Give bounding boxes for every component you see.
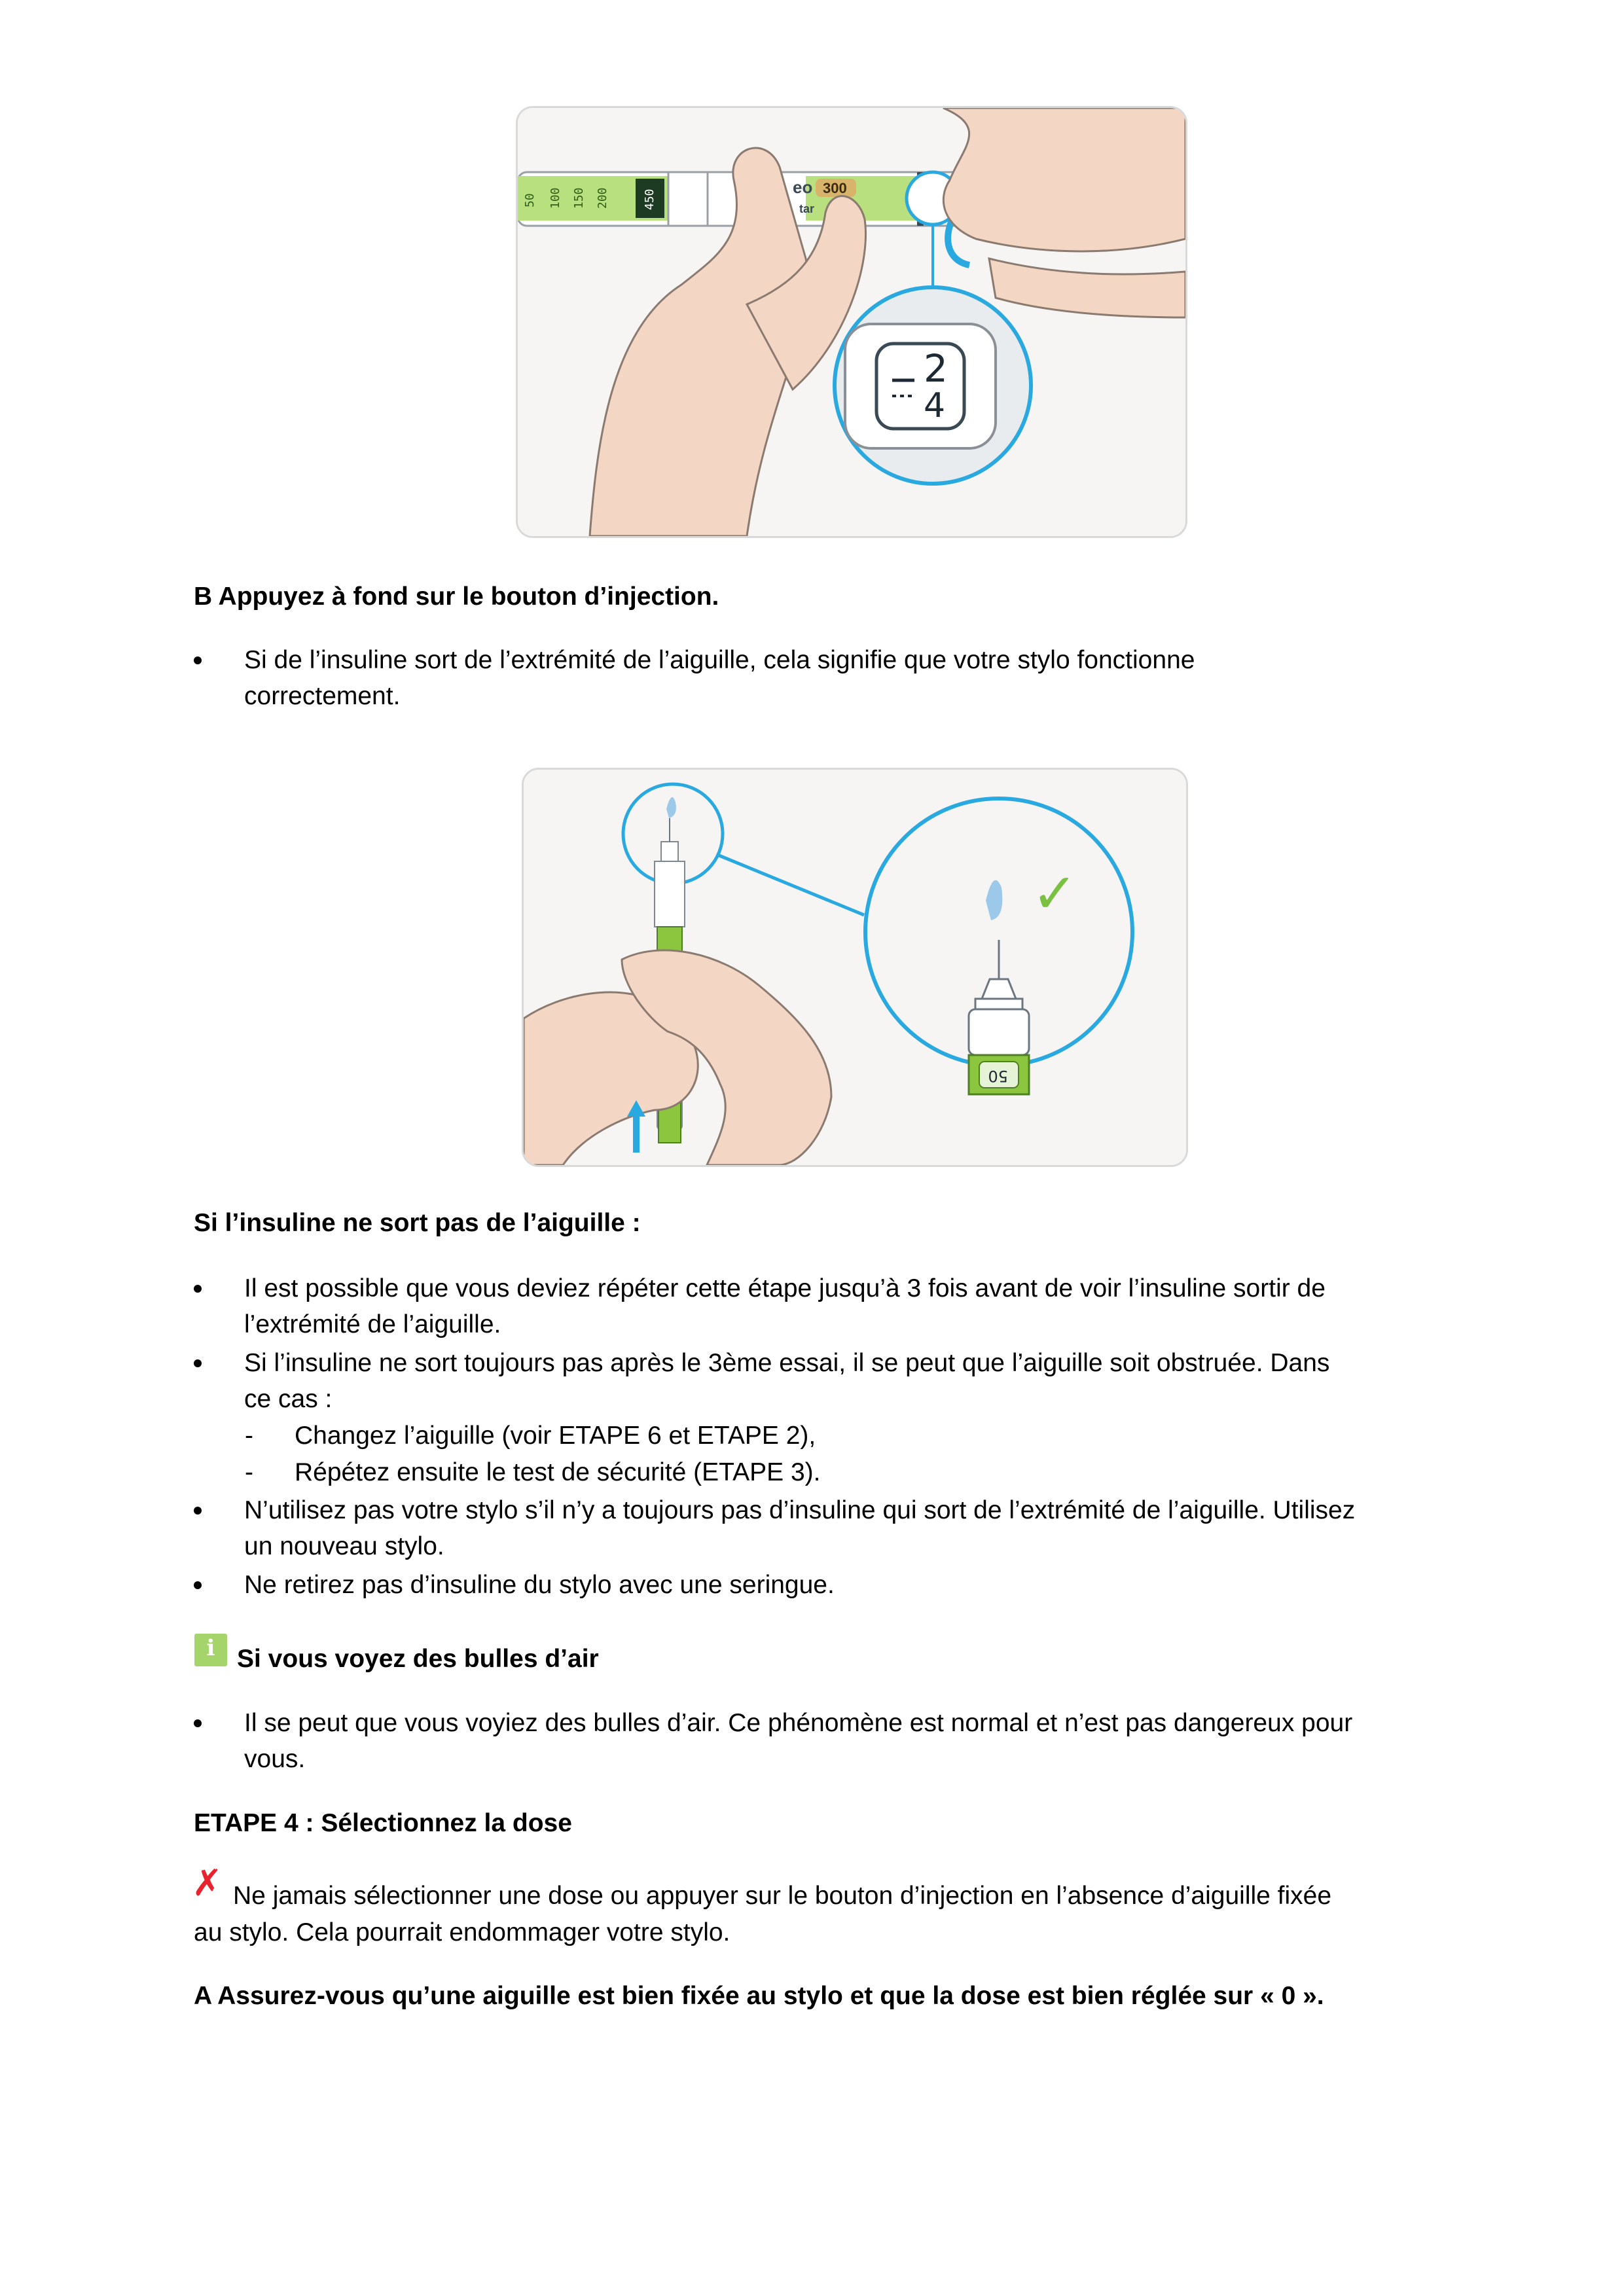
air-bubbles-bullet1-line2: vous. <box>244 1745 306 1773</box>
bullet-dot <box>194 1359 202 1367</box>
success-check-icon: ✓ <box>1032 861 1078 925</box>
no-insulin-heading: Si l’insuline ne sort pas de l’aiguille : <box>194 1209 641 1237</box>
bullet-dot <box>194 1581 202 1589</box>
bullet-dot <box>194 1719 202 1727</box>
pen-brand-fragment: eo <box>793 177 813 197</box>
bullet-dot <box>194 1285 202 1293</box>
step4-warning-line1: Ne jamais sélectionner une dose ou appuyer sur le bouton d’injection en l’absence d’aiguille fixée <box>233 1882 1332 1910</box>
step-b-bullet1-line2: correctement. <box>244 682 401 710</box>
no-insulin-bullet2-line1: Si l’insuline ne sort toujours pas après le 3ème essai, il se peut que l’aiguille soit obstruée. Dans <box>244 1349 1330 1377</box>
warning-cross-icon: ✗ <box>192 1862 223 1905</box>
dash-marker: - <box>245 1458 253 1486</box>
no-insulin-sub1: Changez l’aiguille (voir ETAPE 6 et ETAPE 2), <box>295 1422 816 1450</box>
pen-marking-150: 150 <box>572 187 586 209</box>
no-insulin-bullet3-line2: un nouveau stylo. <box>244 1532 444 1560</box>
air-bubbles-bullet1-line1: Il se peut que vous voyiez des bulles d’air. Ce phénomène est normal et n’est pas dangereux pour <box>244 1709 1353 1737</box>
step4-warning-line2: au stylo. Cela pourrait endommager votre stylo. <box>194 1918 731 1946</box>
no-insulin-bullet4: Ne retirez pas d’insuline du stylo avec une seringue. <box>244 1571 835 1599</box>
dash-marker: - <box>245 1422 253 1450</box>
air-bubbles-heading: Si vous voyez des bulles d’air <box>237 1645 599 1673</box>
zoom-digit-2: 2 <box>924 346 948 391</box>
pen-dose-selection-illustration <box>516 106 1187 538</box>
no-insulin-bullet2-line2: ce cas : <box>244 1385 333 1413</box>
step4-heading: ETAPE 4 : Sélectionnez la dose <box>194 1809 572 1837</box>
step-b-heading: B Appuyez à fond sur le bouton d’injection. <box>194 583 719 611</box>
step-b-bullet1-line1: Si de l’insuline sort de l’extrémité de l’aiguille, cela signifie que votre stylo fonctionne <box>244 646 1195 674</box>
no-insulin-bullet1-line1: Il est possible que vous deviez répéter cette étape jusqu’à 3 fois avant de voir l’insuline sortir de <box>244 1274 1326 1302</box>
pen-marking-200: 200 <box>596 187 609 209</box>
no-insulin-bullet3-line1: N’utilisez pas votre stylo s’il n’y a toujours pas d’insuline qui sort de l’extrémité de l’aiguille. Utilisez <box>244 1496 1356 1524</box>
info-icon: i <box>194 1634 227 1666</box>
zoom-digit-4: 4 <box>924 386 946 425</box>
no-insulin-bullet1-line2: l’extrémité de l’aiguille. <box>244 1310 501 1338</box>
bullet-dot <box>194 1507 202 1515</box>
insulin-drop-illustration <box>522 768 1188 1167</box>
pen-marking-50: 50 <box>523 193 537 207</box>
pen-marking-450: 450 <box>643 188 657 210</box>
pen-marking-100: 100 <box>549 187 562 209</box>
bullet-dot <box>194 656 202 664</box>
pen-sub-fragment: tar <box>799 202 815 215</box>
pen-badge-300: 300 <box>823 180 847 196</box>
no-insulin-sub2: Répétez ensuite le test de sécurité (ETAPE 3). <box>295 1458 821 1486</box>
step4-a-instruction: A Assurez-vous qu’une aiguille est bien fixée au stylo et que la dose est bien réglée sur « 0 ». <box>194 1982 1324 2010</box>
zoom-dose-50: 50 <box>988 1067 1008 1085</box>
